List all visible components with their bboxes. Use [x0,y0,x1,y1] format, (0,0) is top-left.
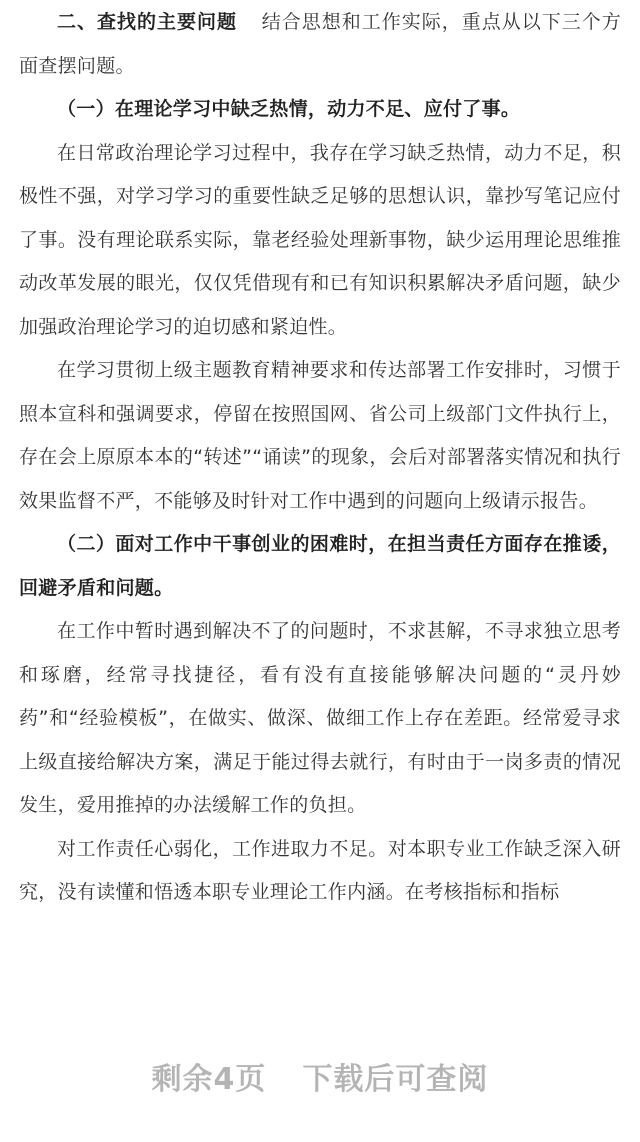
item-2-paragraph-2: 对工作责任心弱化，工作进取力不足。对本职专业工作缺乏深入研究，没有读懂和悟透本职专业理论工作内涵。在考核指标和指标 [19,837,621,903]
section-2-intro: 结合思想和工作实际，重点从以下三个方面查摆问题。 [19,11,621,77]
remaining-pages-label[interactable]: 剩余4页 [151,1062,267,1097]
item-2-title: （二）面对工作中干事创业的困难时，在担当责任方面存在推诿，回避矛盾和问题。 [19,533,621,599]
section-2-heading: 二、查找的主要问题 [57,11,237,33]
item-2-paragraph-1: 在工作中暂时遇到解决不了的问题时，不求甚解，不寻求独立思考和琢磨，经常寻找捷径，看有没有直接能够解决问题的“灵丹妙药”和“经验模板”，在做实、做深、做细工作上存在差距。经常爱寻求上级直接给解决方案，满足于能过得去就行，有时由于一岗多责的情况发生，爱用推掉的办法缓解工作的负担。 [19,620,621,816]
item-1-title: （一）在理论学习中缺乏热情，动力不足、应付了事。 [57,98,521,120]
item-1-paragraph-2: 在学习贯彻上级主题教育精神要求和传达部署工作安排时，习惯于照本宣科和强调要求，停留在按照国网、省公司上级部门文件执行上，存在会上原原本本的“转述”“诵读”的现象，会后对部署落实情况和执行效果监督不严，不能够及时针对工作中遇到的问题向上级请示报告。 [19,359,621,512]
download-to-view-label[interactable]: 下载后可查阅 [302,1062,489,1097]
item-1-paragraph-1: 在日常政治理论学习过程中，我存在学习缺乏热情，动力不足，积极性不强，对学习学习的重要性缺乏足够的思想认识，靠抄写笔记应付了事。没有理论联系实际，靠老经验处理新事物，缺少运用理论思维推动改革发展的眼光，仅仅凭借现有和已有知识积累解决矛盾问题，缺少加强政治理论学习的迫切感和紧迫性。 [19,141,621,338]
download-banner[interactable] [0,1050,640,1110]
section-2-paragraph [19,1,621,88]
